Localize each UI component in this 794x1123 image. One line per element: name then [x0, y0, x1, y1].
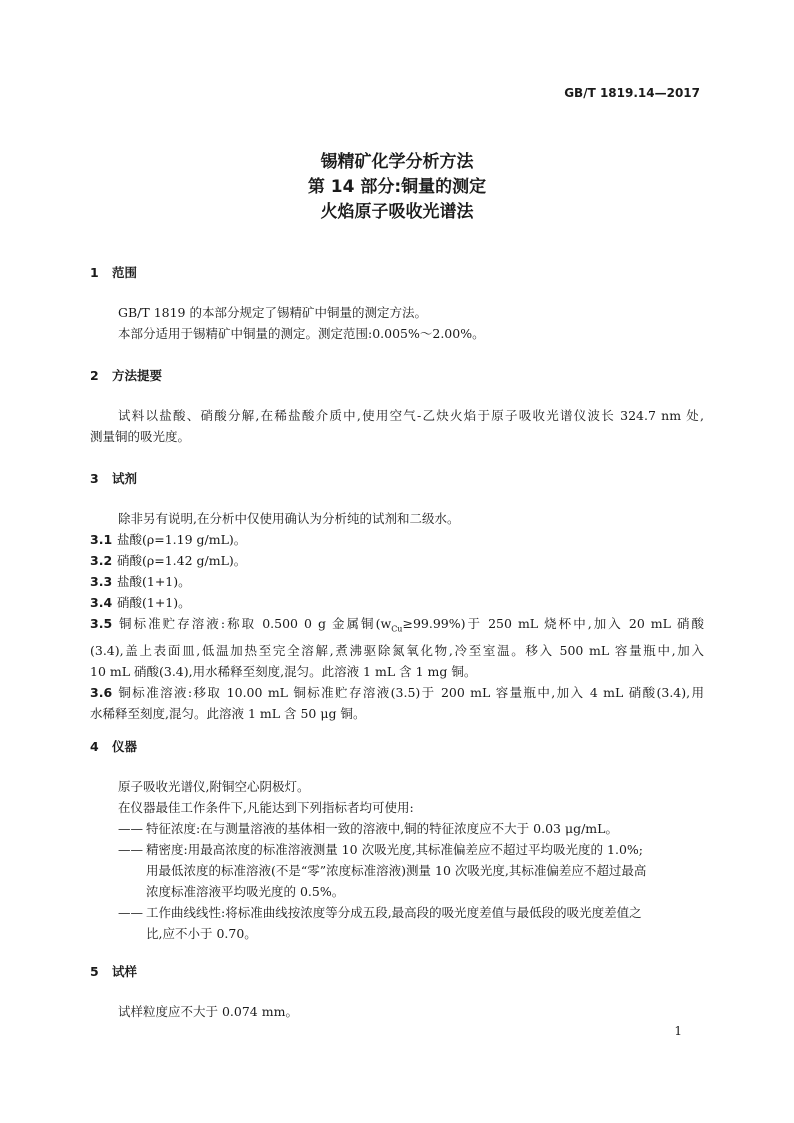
section-1-body [90, 302, 704, 344]
list-item: 3.1 盐酸(ρ=1.19 g/mL)。 [90, 532, 247, 547]
paragraph: 原子吸收光谱仪,附铜空心阴极灯。 [118, 779, 310, 794]
dash-list [118, 818, 704, 944]
section-title: 仪器 [112, 739, 138, 754]
paragraph-line: 测量铜的吸光度。 [90, 429, 191, 444]
section-4-heading [90, 737, 137, 755]
section-4-body [90, 776, 704, 818]
dash-item: —— 工作曲线线性:将标准曲线按浓度等分成五段,最高段的吸光度差值与最低段的吸光度差值之 [118, 905, 642, 920]
list-item-line: 水稀释至刻度,混匀。此溶液 1 mL 含 50 μg 铜。 [90, 705, 366, 721]
paragraph: 本部分适用于锡精矿中铜量的测定。测定范围:0.005%～2.00%。 [118, 326, 485, 341]
section-number: 3 [90, 471, 99, 486]
title-line-3: 火焰原子吸收光谱法 [320, 202, 474, 222]
section-title: 试样 [112, 964, 138, 979]
subscript: Cu [391, 624, 403, 634]
page-number: 1 [674, 1024, 682, 1038]
dash-item-line: 浓度标准溶液平均吸光度的 0.5%。 [146, 884, 345, 899]
list-item-line: 10 mL 硝酸(3.4),用水稀释至刻度,混匀。此溶液 1 mL 含 1 mg 铜。 [90, 663, 477, 679]
paragraph-line: 试料以盐酸、硝酸分解,在稀盐酸介质中,使用空气-乙炔火焰于原子吸收光谱仪波长 324.7 nm 处, [118, 408, 704, 423]
list-item: 3.6 铜标准溶液:移取 10.00 mL 铜标准贮存溶液(3.5)于 200 mL 容量瓶中,加入 4 mL 硝酸(3.4),用 [90, 684, 704, 700]
dash-item-line: 比,应不小于 0.70。 [146, 926, 257, 941]
title-line-1: 锡精矿化学分析方法 [320, 152, 474, 172]
list-item: 3.2 硝酸(ρ=1.42 g/mL)。 [90, 553, 247, 568]
paragraph: GB/T 1819 的本部分规定了锡精矿中铜量的测定方法。 [118, 305, 427, 320]
section-2-body [90, 405, 704, 447]
section-number: 5 [90, 964, 99, 979]
paragraph: 试样粒度应不大于 0.074 mm。 [118, 1004, 298, 1019]
list-item-line: (3.4),盖上表面皿,低温加热至完全溶解,煮沸驱除氮氧化物,冷至室温。移入 500 mL 容量瓶中,加入 [90, 642, 704, 658]
paragraph: 在仪器最佳工作条件下,凡能达到下列指标者均可使用: [118, 800, 414, 815]
list-item: 3.5 铜标准贮存溶液:称取 0.500 0 g 金属铜$(w_{Cu}\ge 99.99\%)$于 250 mL 烧杯中,加入 20 mL 硝酸 [90, 616, 704, 634]
list-item: 3.4 硝酸(1+1)。 [90, 595, 191, 610]
standard-number: GB/T 1819.14—2017 [564, 86, 700, 100]
section-1-heading [90, 263, 137, 281]
dash-item-line: 用最低浓度的标准溶液(不是“零”浓度标准溶液)测量 10 次吸光度,其标准偏差应不超过最高 [146, 863, 647, 878]
dash-item: —— 精密度:用最高浓度的标准溶液测量 10 次吸光度,其标准偏差应不超过平均吸光度的 1.0%; [118, 842, 643, 857]
section-2-heading [90, 366, 162, 384]
section-number: 2 [90, 368, 99, 383]
title-line-2: 第 14 部分:铜量的测定 [307, 177, 487, 197]
section-number: 1 [90, 265, 99, 280]
section-title: 范围 [112, 265, 138, 280]
section-3-body [90, 508, 704, 724]
dash-item: —— 特征浓度:在与测量溶液的基体相一致的溶液中,铜的特征浓度应不大于 0.03 μg/mL。 [118, 821, 618, 836]
section-3-heading [90, 469, 137, 487]
section-5-heading [90, 962, 137, 980]
section-5-body [90, 1001, 704, 1022]
document-title [0, 150, 794, 225]
list-item: 3.3 盐酸(1+1)。 [90, 574, 191, 589]
section-number: 4 [90, 739, 99, 754]
section-title: 试剂 [112, 471, 138, 486]
section-title: 方法提要 [112, 368, 163, 383]
paragraph: 除非另有说明,在分析中仅使用确认为分析纯的试剂和二级水。 [118, 511, 460, 526]
